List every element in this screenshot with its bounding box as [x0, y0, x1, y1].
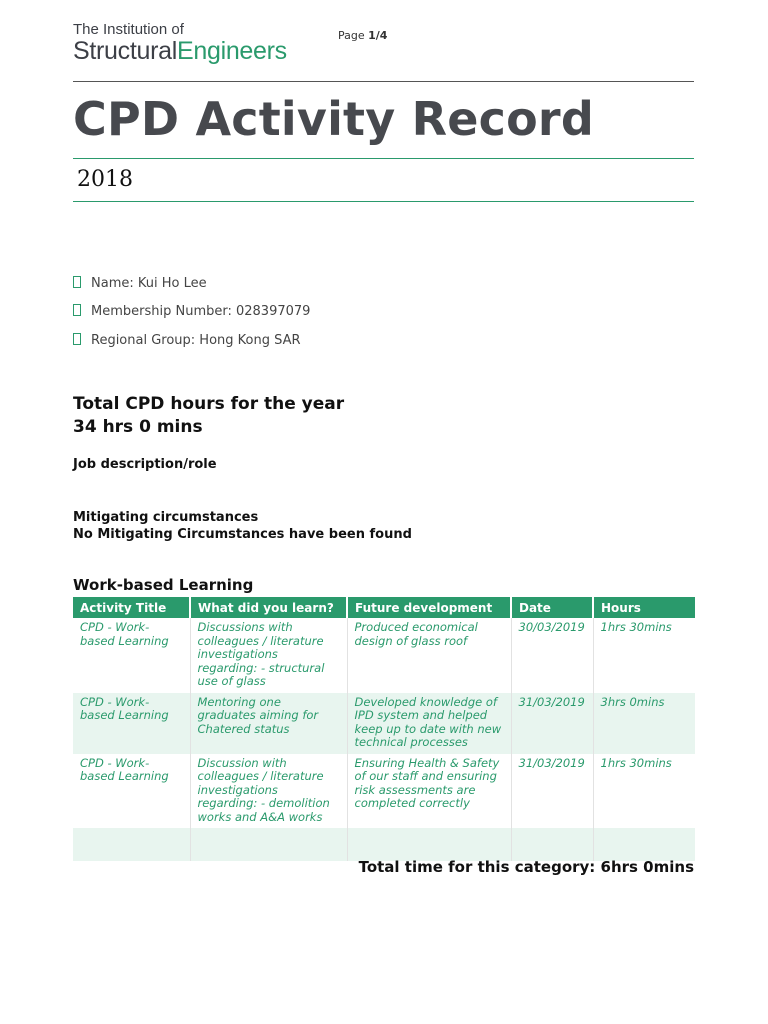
regional-group-text: Regional Group: Hong Kong SAR: [91, 333, 301, 348]
col-future-development: Future development: [347, 597, 511, 618]
category-total: Total time for this category: 6hrs 0mins: [358, 858, 694, 876]
col-activity-title: Activity Title: [73, 597, 190, 618]
square-bullet-icon: [73, 333, 81, 345]
table-row: [73, 693, 695, 754]
mitigating-block: [73, 509, 412, 543]
total-cpd-value: 34 hrs 0 mins: [73, 417, 203, 437]
member-name-text: Name: Kui Ho Lee: [91, 276, 207, 291]
cell-future-development: Produced economical design of glass roof: [347, 618, 511, 693]
cell-what-learned: Mentoring one graduates aiming for Chatered status: [190, 693, 347, 754]
empty-cell: [347, 828, 511, 861]
cell-date: 31/03/2019: [511, 693, 593, 754]
table-row: [73, 618, 695, 693]
member-name: [73, 276, 207, 291]
year-divider: [73, 201, 694, 202]
mitigating-label: Mitigating circumstances: [73, 510, 259, 525]
header-divider: [73, 81, 694, 82]
membership-number-text: Membership Number: 028397079: [91, 304, 311, 319]
job-description-label: Job description/role: [73, 457, 217, 472]
institution-logo: [73, 22, 287, 64]
section-heading-work-based: Work-based Learning: [73, 576, 254, 594]
title-divider: [73, 158, 694, 159]
square-bullet-icon: [73, 304, 81, 316]
square-bullet-icon: [73, 276, 81, 288]
record-year: 2018: [77, 167, 133, 192]
page-number: 1/4: [368, 29, 388, 42]
cell-what-learned: Discussion with colleagues / literature investigations regarding: - demolition works and A&A works: [190, 754, 347, 829]
cell-activity-title: CPD - Work-based Learning: [73, 693, 190, 754]
cell-date: 30/03/2019: [511, 618, 593, 693]
cell-activity-title: CPD - Work-based Learning: [73, 618, 190, 693]
page-prefix: Page: [338, 29, 365, 42]
work-based-learning-table: [73, 597, 695, 861]
col-hours: Hours: [593, 597, 695, 618]
empty-cell: [190, 828, 347, 861]
logo-line-2: [73, 38, 287, 64]
page-title: CPD Activity Record: [73, 92, 594, 146]
regional-group: [73, 333, 301, 348]
cell-hours: 3hrs 0mins: [593, 693, 695, 754]
cell-future-development: Developed knowledge of IPD system and helped keep up to date with new technical processes: [347, 693, 511, 754]
table-header-row: [73, 597, 695, 618]
cell-activity-title: CPD - Work-based Learning: [73, 754, 190, 829]
cell-what-learned: Discussions with colleagues / literature investigations regarding: - structural use of glass: [190, 618, 347, 693]
empty-cell: [593, 828, 695, 861]
page-indicator: [338, 29, 387, 42]
col-what-learned: What did you learn?: [190, 597, 347, 618]
membership-number: [73, 304, 310, 319]
logo-line-1: The Institution of: [73, 21, 184, 38]
total-cpd-label: Total CPD hours for the year: [73, 394, 345, 414]
empty-cell: [73, 828, 190, 861]
cell-hours: 1hrs 30mins: [600, 755, 672, 770]
table-row: [73, 754, 695, 829]
col-date: Date: [511, 597, 593, 618]
logo-structural: Structural: [73, 37, 177, 65]
empty-cell: [511, 828, 593, 861]
cell-future-development: Ensuring Health & Safety of our staff and ensuring risk assessments are completed correctly: [347, 754, 511, 829]
total-cpd-block: [73, 393, 344, 439]
table-empty-row: [73, 828, 695, 861]
mitigating-value: No Mitigating Circumstances have been found: [73, 527, 412, 542]
cell-date: 31/03/2019: [511, 754, 593, 829]
logo-engineers: Engineers: [176, 37, 287, 65]
cell-hours: 1hrs 30mins: [600, 620, 672, 634]
